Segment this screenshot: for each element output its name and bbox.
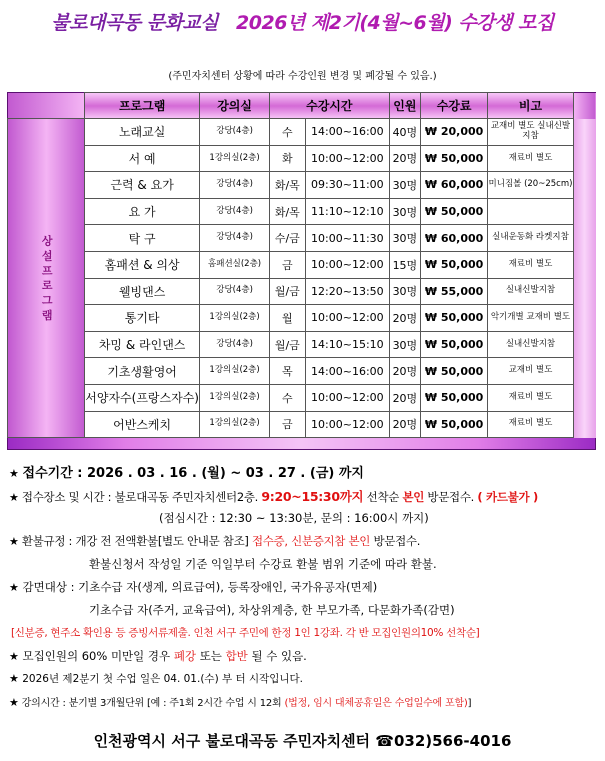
header-time: 수강시간	[269, 93, 389, 119]
note-cell: 미니짐볼 (20~25cm)	[488, 172, 573, 199]
program-cell: 기초생활영어	[84, 358, 200, 385]
table-row	[8, 384, 597, 411]
day-cell: 화/목	[269, 172, 305, 199]
time-cell: 10:00~12:00	[305, 305, 389, 332]
note-reduce3: [신분증, 현주소 확인용 등 증빙서류제출. 인천 서구 주민에 한정 1인 1강좌. 각 반 모집인원의10% 선착순]	[11, 627, 480, 639]
header-capacity: 인원	[389, 93, 420, 119]
time-cell: 14:00~16:00	[305, 358, 389, 385]
program-cell: 노래교실	[84, 119, 200, 146]
capacity-cell: 20명	[389, 384, 420, 411]
note-lecture: ★ 강의시간 : 분기별 3개월단위 [예 : 주1회 2시간 수업 시 12회 (법정, 임시 대체공휴일은 수업일수에 포함)]	[9, 696, 472, 709]
day-cell: 월	[269, 305, 305, 332]
room-cell: 강당(4층)	[200, 331, 269, 358]
footer-contact: 인천광역시 서구 불로대곡동 주민자치센터 ☎032)566-4016	[93, 732, 512, 750]
note-start: ★ 2026년 제2분기 첫 수업 일은 04. 01.(수) 부 터 시작입니다.	[9, 672, 304, 685]
note-cell: 실내신발지참	[488, 278, 573, 305]
room-cell: 1강의실(2층)	[200, 411, 269, 438]
note-reduce2: 기초수급 자(주거, 교육급여), 차상위계층, 한 부모가족, 다문화가족(감면)	[89, 603, 455, 617]
program-cell: 탁 구	[84, 225, 200, 252]
program-cell: 홈패션 & 의상	[84, 251, 200, 278]
program-cell: 웰빙댄스	[84, 278, 200, 305]
day-cell: 수	[269, 119, 305, 146]
time-cell: 10:00~12:00	[305, 251, 389, 278]
note-cell: 악기개별 교재비 별도	[488, 305, 573, 332]
room-cell: 강당(4층)	[200, 198, 269, 225]
fee-cell: ₩ 50,000	[420, 411, 487, 438]
time-cell: 10:00~11:30	[305, 225, 389, 252]
day-cell: 화/목	[269, 198, 305, 225]
capacity-cell: 20명	[389, 358, 420, 385]
room-cell: 강당(4층)	[200, 278, 269, 305]
day-cell: 목	[269, 358, 305, 385]
room-cell: 강당(4층)	[200, 172, 269, 199]
note-close: ★ 모집인원의 60% 미만일 경우 폐강 또는 합반 될 수 있음.	[9, 649, 307, 663]
note-cell: 재료비 별도	[488, 145, 573, 172]
header-program: 프로그램	[84, 93, 200, 119]
room-cell: 1강의실(2층)	[200, 145, 269, 172]
capacity-cell: 30명	[389, 225, 420, 252]
table-row	[8, 305, 597, 332]
header-room: 강의실	[200, 93, 269, 119]
room-cell: 1강의실(2층)	[200, 358, 269, 385]
table-row	[8, 198, 597, 225]
note-reduce: ★ 감면대상 : 기초수급 자(생계, 의료급여), 등록장애인, 국가유공자(면제)	[9, 580, 378, 594]
program-cell: 통기타	[84, 305, 200, 332]
table-row	[8, 331, 597, 358]
page-title	[0, 8, 605, 35]
table-row	[8, 411, 597, 438]
note-cell: 실내신발지참	[488, 331, 573, 358]
time-cell: 12:20~13:50	[305, 278, 389, 305]
time-cell: 14:00~16:00	[305, 119, 389, 146]
fee-cell: ₩ 50,000	[420, 305, 487, 332]
time-cell: 10:00~12:00	[305, 384, 389, 411]
note-cell: 재료비 별도	[488, 251, 573, 278]
program-cell: 어반스케치	[84, 411, 200, 438]
note-cell: 재료비 별도	[488, 384, 573, 411]
fee-cell: ₩ 50,000	[420, 251, 487, 278]
right-edge	[573, 119, 596, 438]
schedule-table	[7, 92, 596, 460]
side-label: 상 설 프 로 그 램	[8, 119, 85, 438]
program-cell: 차밍 & 라인댄스	[84, 331, 200, 358]
room-cell: 강당(4층)	[200, 225, 269, 252]
table-row	[8, 251, 597, 278]
day-cell: 화	[269, 145, 305, 172]
fee-cell: ₩ 50,000	[420, 331, 487, 358]
day-cell: 수	[269, 384, 305, 411]
header-spacer-right	[573, 93, 596, 119]
capacity-cell: 20명	[389, 145, 420, 172]
note-period: ★ 접수기간 : 2026 . 03 . 16 . (월) ~ 03 . 27 . (금) 까지	[9, 466, 364, 481]
fee-cell: ₩ 50,000	[420, 358, 487, 385]
header-spacer	[8, 93, 85, 119]
room-cell: 강당(4층)	[200, 119, 269, 146]
header-fee: 수강료	[420, 93, 487, 119]
fee-cell: ₩ 50,000	[420, 198, 487, 225]
subtitle: (주민자치센터 상황에 따라 수강인원 변경 및 폐강될 수 있음.)	[168, 71, 437, 82]
program-cell: 서 예	[84, 145, 200, 172]
table-row	[8, 119, 597, 146]
capacity-cell: 20명	[389, 411, 420, 438]
room-cell: 1강의실(2층)	[200, 305, 269, 332]
time-cell: 10:00~12:00	[305, 145, 389, 172]
fee-cell: ₩ 55,000	[420, 278, 487, 305]
time-cell: 09:30~11:00	[305, 172, 389, 199]
time-cell: 14:10~15:10	[305, 331, 389, 358]
note-refund2: 환불신청서 작성일 기준 익일부터 수강료 환불 범위 기준에 따라 환불.	[89, 557, 437, 571]
note-cell: 교재비 별도 실내신발지참	[488, 119, 573, 146]
day-cell: 금	[269, 411, 305, 438]
fee-cell: ₩ 50,000	[420, 145, 487, 172]
day-cell: 월/금	[269, 278, 305, 305]
note-refund: ★ 환불규정 : 개강 전 전액환불[별도 안내문 참조] 접수증, 신분증지참 본인 방문접수.	[9, 534, 421, 548]
table-row	[8, 225, 597, 252]
note-lunch: (점심시간 : 12:30 ~ 13:30분, 문의 : 16:00시 까지)	[159, 511, 429, 525]
table-bottom-band	[8, 438, 597, 461]
title-part1: 불로대곡동 문화교실	[51, 12, 219, 34]
capacity-cell: 40명	[389, 119, 420, 146]
program-cell: 요 가	[84, 198, 200, 225]
fee-cell: ₩ 50,000	[420, 384, 487, 411]
day-cell: 금	[269, 251, 305, 278]
day-cell: 월/금	[269, 331, 305, 358]
capacity-cell: 15명	[389, 251, 420, 278]
capacity-cell: 30명	[389, 172, 420, 199]
title-part2: 2026년 제2기(4월~6월) 수강생 모집	[236, 12, 554, 34]
program-cell: 서양자수(프랑스자수)	[84, 384, 200, 411]
fee-cell: ₩ 60,000	[420, 225, 487, 252]
fee-cell: ₩ 60,000	[420, 172, 487, 199]
room-cell: 1강의실(2층)	[200, 384, 269, 411]
table-row	[8, 172, 597, 199]
time-cell: 11:10~12:10	[305, 198, 389, 225]
bottom-band-cell	[8, 438, 597, 461]
room-cell: 홈패션실(2층)	[200, 251, 269, 278]
note-cell: 재료비 별도	[488, 411, 573, 438]
note-place: ★ 접수장소 및 시간 : 불로대곡동 주민자치센터2층. 9:20~15:30까지 선착순 본인 방문접수. ( 카드불가 )	[9, 489, 538, 504]
header-note: 비고	[488, 93, 573, 119]
program-cell: 근력 & 요가	[84, 172, 200, 199]
capacity-cell: 20명	[389, 305, 420, 332]
table-row	[8, 145, 597, 172]
table-row	[8, 278, 597, 305]
note-cell	[488, 198, 573, 225]
time-cell: 10:00~12:00	[305, 411, 389, 438]
capacity-cell: 30명	[389, 331, 420, 358]
note-cell: 실내운동화 라켓지참	[488, 225, 573, 252]
fee-cell: ₩ 20,000	[420, 119, 487, 146]
table-row	[8, 358, 597, 385]
day-cell: 수/금	[269, 225, 305, 252]
capacity-cell: 30명	[389, 198, 420, 225]
capacity-cell: 30명	[389, 278, 420, 305]
table-header-row	[8, 93, 597, 119]
note-cell: 교재비 별도	[488, 358, 573, 385]
